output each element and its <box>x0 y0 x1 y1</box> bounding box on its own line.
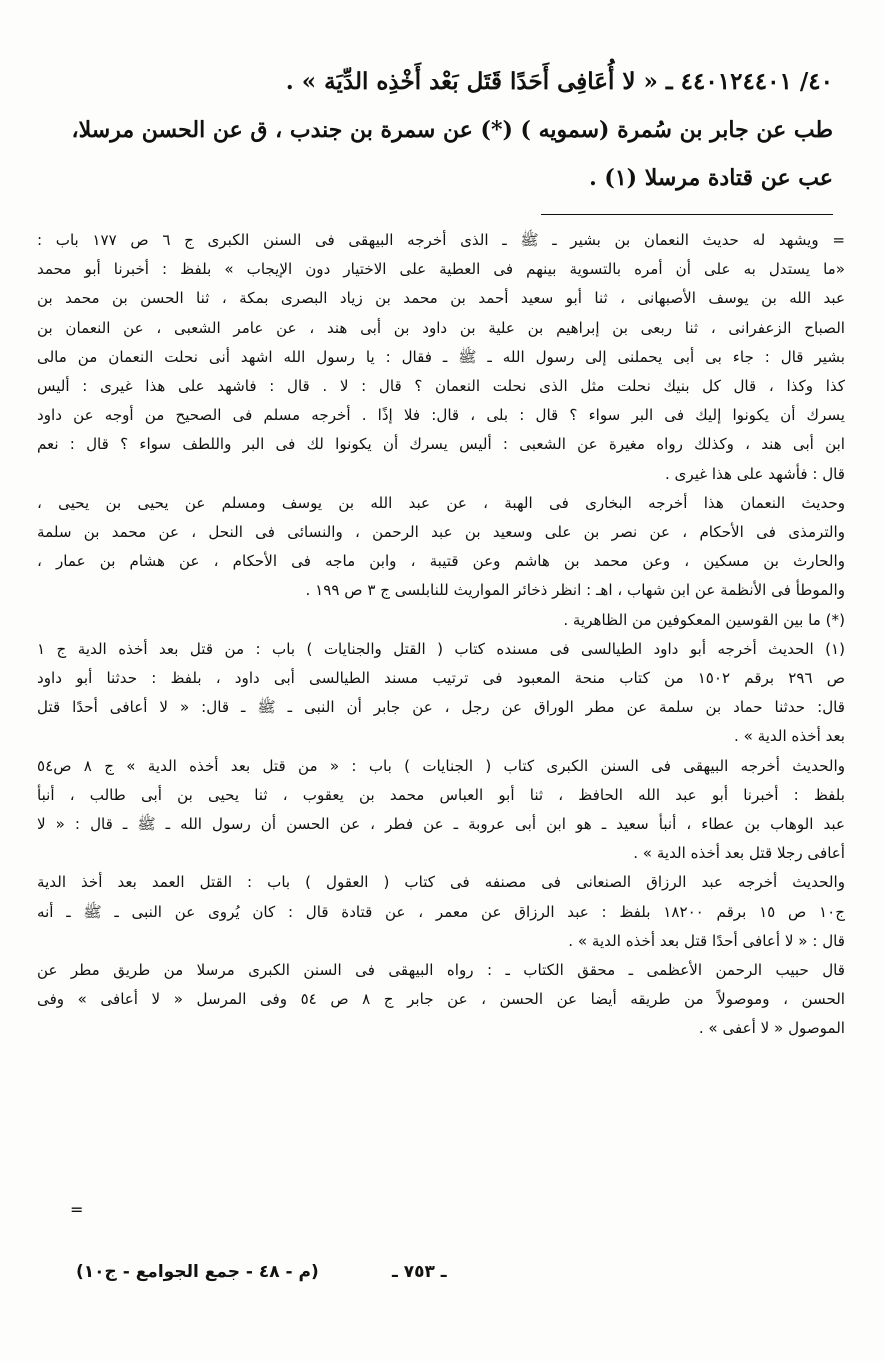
footnote-line: بعد أخذه الدية » . <box>734 727 845 746</box>
page-footer <box>0 1262 885 1292</box>
footnote-line: الصباح الزعفرانى ، ثنا ربعى بن إبراهيم بن علية بن داود بن أبى هند ، عن عامر الشعبى ، عن النعمان بن <box>37 318 845 337</box>
footnote-line: قال حبيب الرحمن الأعظمى ـ محقق الكتاب ـ : رواه البيهقى فى السنن الكبرى مرسلا من طريق مطر عن <box>37 961 845 980</box>
footnote-line: قال: حدثنا حماد بن سلمة عن مطر الوراق عن رجل ، عن جابر أن النبى ـ ﷺ ـ قال: « لا أعافى أحدًا قتل <box>37 698 845 717</box>
hadith-sources-line-1: طب عن جابر بن سُمرة (سمويه ) (*) عن سمرة بن جندب ، ق عن الحسن مرسلا، <box>71 117 833 143</box>
footnote-line: يسرك أن يكونوا إليك فى البر سواء ؟ قال : بلى ، قال: فلا إذًا . أخرجه مسلم فى الصحيح من أوجه عن داود <box>37 406 845 425</box>
footnote-line: والترمذى فى الأحكام ، عن نصر بن على وسعيد بن عبد الرحمن ، والنسائى فى النحل ، عن محمد بن سلمة <box>37 523 845 542</box>
footnote-line: الموصول « لا أعفى » . <box>698 1019 845 1038</box>
footnote-line: ج١٠ ص ١٥ برقم ١٨٢٠٠ بلفظ : عبد الرزاق عن معمر ، عن قتادة قال : كان يُروى عن النبى ـ ﷺ ـ أنه <box>37 902 845 921</box>
footnotes <box>37 226 845 1044</box>
footnote-paragraph <box>37 956 845 1044</box>
footnote-line: قال : فأشهد على هذا غيرى . <box>664 464 845 483</box>
footnote-line: وحديث النعمان هذا أخرجه البخارى فى الهبة ، عن عبد الله بن يوسف ومسلم عن يحيى بن يحيى ، <box>37 493 845 512</box>
footnote-line: والحديث أخرجه البيهقى فى السنن الكبرى كتاب ( الجنايات ) باب : « من قتل بعد أخذه الدية » ج ٨ ص٥٤ <box>37 756 846 775</box>
page-number: ـ ٧٥٣ ـ <box>392 1262 447 1282</box>
footnote-paragraph <box>37 489 845 606</box>
hadith-text <box>43 58 833 202</box>
footnote-line: بلفظ : أخبرنا أبو عبد الله الحافظ ، ثنا أبو العباس محمد بن يعقوب ، ثنا يحيى بن أبى طالب ، أنبأ <box>37 785 845 804</box>
footnote-paragraph <box>37 868 845 956</box>
footnote-paragraph <box>37 226 845 489</box>
footnote-line: بشير قال : جاء بى أبى يحملنى إلى رسول الله ـ ﷺ ـ فقال : يا رسول الله اشهد أنى نحلت النعمان من مالى <box>37 347 845 366</box>
footnote-line: أعافى رجلا قتل بعد أخذه الدية » . <box>633 844 845 863</box>
volume-marker: (م - ٤٨ - جمع الجوامع - ج١٠) <box>76 1262 319 1282</box>
footnote-line: والموطأ فى الأنظمة عن ابن شهاب ، اهـ : انظر ذخائر المواريث للنابلسى ج ٣ ص ١٩٩ . <box>305 581 845 600</box>
footnote-line: والحارث بن مسكين ، وعن محمد بن هاشم وعن قتيبة ، وابن ماجه فى الأحكام ، عن هشام بن عمار ، <box>37 552 845 571</box>
footnote-paragraph <box>37 752 845 869</box>
footnote-line: الحسن ، وموصولاً من طريقه أيضا عن الحسن ، عن جابر ج ٨ ص ٥٤ وفى المرسل « لا أعافى » وفى <box>37 990 845 1009</box>
footnote-line: عبد الوهاب بن عطاء ، أنبأ سعيد ـ هو ابن أبى عروبة ـ عن فطر ، عن الحسن أن رسول الله ـ ﷺ ـ قال : « لا <box>37 815 845 834</box>
footnote-line: ابن أبى هند ، وكذلك رواه مغيرة عن الشعبى : أليس يسرك أن يكونوا لك فى البر واللطف سواء ؟ قال : نعم <box>37 435 845 454</box>
footnote-line: (١) الحديث أخرجه أبو داود الطيالسى فى مسنده كتاب ( القتل والجنايات ) باب : من قتل بعد أخذه الدية ج ١ <box>37 639 845 658</box>
footnote-line: والحديث أخرجه عبد الرزاق الصنعانى فى مصنفه فى كتاب ( العقول ) باب : القتل العمد بعد أخذ الدية <box>37 873 845 892</box>
footnote-line: عبد الله بن يوسف الأصبهانى ، ثنا أبو سعيد أحمد بن محمد بن زياد البصرى بمكة ، ثنا الحسن بن محمد بن <box>37 289 845 308</box>
footnote-line: (*) ما بين القوسين المعكوفين من الظاهرية . <box>563 610 845 629</box>
footnote-line: كذا وكذا ، قال كل بنيك نحلت مثل الذى نحلت النعمان ؟ قال : لا . قال : فاشهد على هذا غيرى : أليس <box>37 377 845 396</box>
footnote-separator <box>541 214 833 215</box>
footnote-line: قال : « لا أعافى أحدًا قتل بعد أخذه الدية » . <box>568 931 845 950</box>
continuation-mark: = <box>70 1200 84 1219</box>
footnote-line: «ما يستدل به على أن أمره بالتسوية بينهم فى العطية على الاختيار دون الإيجاب » بلفظ : أخبرنا أبو محمد <box>37 260 845 279</box>
footnote-paragraph <box>37 635 845 752</box>
hadith-sources-line-2: عب عن قتادة مرسلا (١) . <box>589 165 833 191</box>
hadith-line-1: ٤٠/ ٤٤٠١٢٤٤٠١ ـ « لا أُعَافِى أَحَدًا قَتَل بَعْد أَخْذِه الدِّيَة » . <box>285 68 833 95</box>
footnote-paragraph <box>37 606 845 635</box>
footnote-line: = ويشهد له حديث النعمان بن بشير ـ ﷺ ـ الذى أخرجه البيهقى فى السنن الكبرى ج ٦ ص ١٧٧ باب : <box>37 231 845 249</box>
footnote-line: ص ٢٩٦ برقم ١٥٠٢ من كتاب منحة المعبود فى ترتيب مسند الطيالسى أبى داود ، بلفظ : حدثنا أبو داود <box>37 669 846 688</box>
